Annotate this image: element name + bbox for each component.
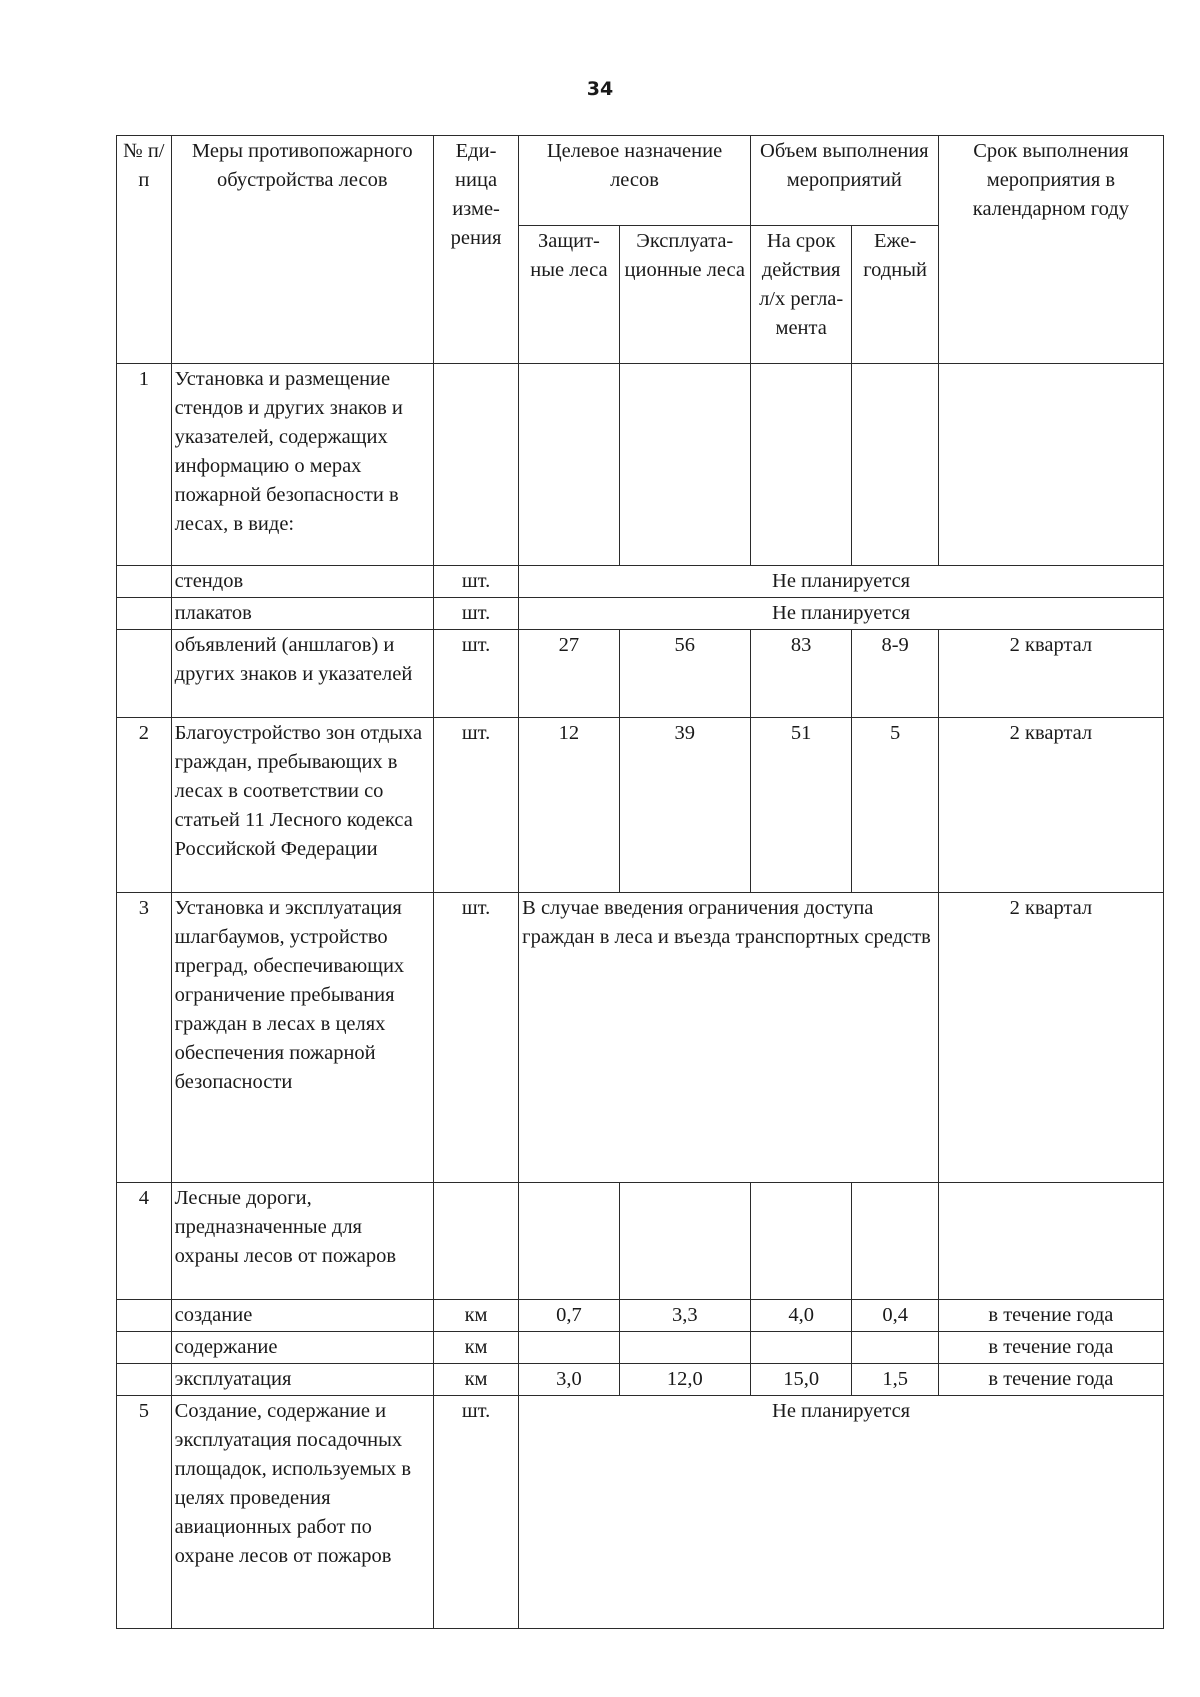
row-unit: км — [433, 1332, 518, 1364]
cell-deadline: 2 квартал — [938, 893, 1163, 1183]
cell-annual: 1,5 — [852, 1364, 938, 1396]
header-deadline: Срок выполнения мероприятия в календарном году — [938, 136, 1163, 364]
table-row — [117, 630, 1164, 718]
row-merged-note: В случае введения ограничения доступа граждан в леса и въезда транспортных средств — [519, 893, 939, 1183]
table-row — [117, 1396, 1164, 1629]
header-measures: Меры противопожарного обустройства лесов — [171, 136, 433, 364]
cell-deadline: в течение года — [938, 1364, 1163, 1396]
header-purpose: Целевое назначение лесов — [519, 136, 751, 226]
row-unit: км — [433, 1364, 518, 1396]
table-row — [117, 1300, 1164, 1332]
cell-deadline: 2 квартал — [938, 718, 1163, 893]
table-row — [117, 364, 1164, 566]
row-measure: Создание, содержание и эксплуатация посадочных площадок, используемых в целях проведения авиационных работ по охране лесов от пожаров — [171, 1396, 433, 1629]
cell-deadline: 2 квартал — [938, 630, 1163, 718]
fire-prevention-table — [116, 135, 1164, 1629]
cell-exploitation: 12,0 — [619, 1364, 750, 1396]
row-measure: Установка и размещение стендов и других знаков и указателей, содержащих информацию о мерах пожарной безопасности в лесах, в виде: — [171, 364, 433, 566]
cell-term: 51 — [750, 718, 852, 893]
cell-protective: 12 — [519, 718, 620, 893]
cell-term: 15,0 — [750, 1364, 852, 1396]
row-num: 2 — [117, 718, 172, 893]
cell-term: 4,0 — [750, 1300, 852, 1332]
row-measure: эксплуатация — [171, 1364, 433, 1396]
row-unit: шт. — [433, 718, 518, 893]
header-unit: Еди-ница изме-рения — [433, 136, 518, 364]
row-unit: км — [433, 1300, 518, 1332]
row-num: 5 — [117, 1396, 172, 1629]
row-unit: шт. — [433, 566, 518, 598]
header-exploitation: Эксплуата-ционные леса — [619, 226, 750, 364]
cell-annual: 8-9 — [852, 630, 938, 718]
row-measure: Благоустройство зон отдыха граждан, пребывающих в лесах в соответствии со статьей 11 Лесного кодекса Российской Федерации — [171, 718, 433, 893]
row-merged-note: Не планируется — [519, 598, 1164, 630]
row-measure: объявлений (аншлагов) и других знаков и указателей — [171, 630, 433, 718]
cell-term: 83 — [750, 630, 852, 718]
row-merged-note: Не планируется — [519, 1396, 1164, 1629]
table-row — [117, 893, 1164, 1183]
row-merged-note: Не планируется — [519, 566, 1164, 598]
cell-annual: 0,4 — [852, 1300, 938, 1332]
cell-protective: 0,7 — [519, 1300, 620, 1332]
header-protective: Защит-ные леса — [519, 226, 620, 364]
cell-exploitation: 3,3 — [619, 1300, 750, 1332]
row-measure: содержание — [171, 1332, 433, 1364]
row-unit: шт. — [433, 598, 518, 630]
table-row — [117, 598, 1164, 630]
table-header-row — [117, 136, 1164, 226]
cell-annual: 5 — [852, 718, 938, 893]
row-measure: плакатов — [171, 598, 433, 630]
table-row — [117, 1364, 1164, 1396]
row-measure: Установка и эксплуатация шлагбаумов, устройство преград, обеспечивающих ограничение пребывания граждан в лесах в целях обеспечения пожарной безопасности — [171, 893, 433, 1183]
header-annual: Еже-годный — [852, 226, 938, 364]
table-row — [117, 566, 1164, 598]
page-number: 34 — [586, 78, 614, 100]
table-row — [117, 1332, 1164, 1364]
table-row — [117, 1183, 1164, 1300]
cell-exploitation: 56 — [619, 630, 750, 718]
row-measure: стендов — [171, 566, 433, 598]
row-unit: шт. — [433, 893, 518, 1183]
row-num: 3 — [117, 893, 172, 1183]
cell-protective: 27 — [519, 630, 620, 718]
header-term: На срок действия л/х регла-мента — [750, 226, 852, 364]
table-row — [117, 718, 1164, 893]
cell-deadline: в течение года — [938, 1332, 1163, 1364]
row-num: 1 — [117, 364, 172, 566]
header-num: № п/п — [117, 136, 172, 364]
cell-exploitation: 39 — [619, 718, 750, 893]
row-measure: Лесные дороги, предназначенные для охраны лесов от пожаров — [171, 1183, 433, 1300]
row-unit: шт. — [433, 630, 518, 718]
cell-deadline: в течение года — [938, 1300, 1163, 1332]
cell-protective: 3,0 — [519, 1364, 620, 1396]
row-unit: шт. — [433, 1396, 518, 1629]
header-volume: Объем выполнения мероприятий — [750, 136, 938, 226]
row-num: 4 — [117, 1183, 172, 1300]
row-measure: создание — [171, 1300, 433, 1332]
